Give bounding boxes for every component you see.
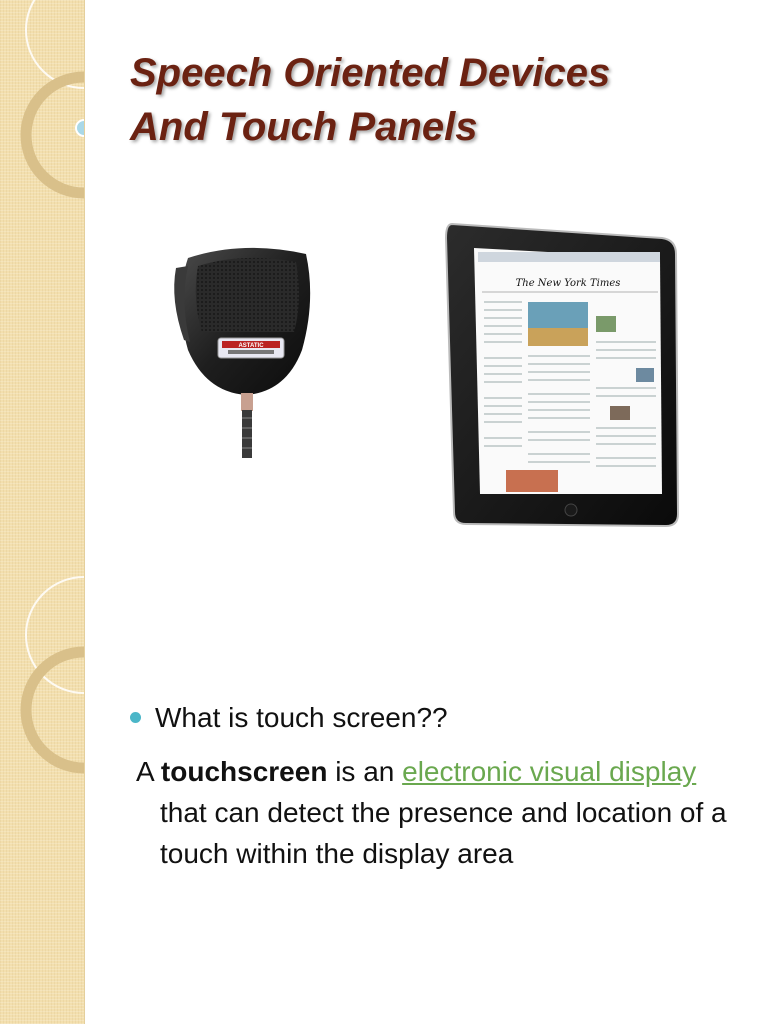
- bullet-item: [130, 702, 448, 734]
- para-mid: is an: [327, 756, 403, 787]
- para-bold-term: touchscreen: [160, 756, 328, 787]
- decorative-circles-top: [0, 0, 84, 200]
- decorative-side-strip: [0, 0, 85, 1024]
- electronic-visual-display-link[interactable]: electronic visual display: [402, 756, 697, 787]
- slide-title: [130, 46, 730, 154]
- mic-brand-label: ASTATIC: [238, 343, 264, 349]
- title-line-1: Speech Oriented Devices: [130, 51, 611, 95]
- definition-paragraph: [136, 751, 750, 874]
- title-line-2: And Touch Panels: [130, 105, 478, 149]
- para-suffix: that can detect the presence and location of a touch within the display area: [160, 797, 727, 869]
- tablet-image: [440, 218, 700, 538]
- tablet-masthead: The New York Times: [515, 278, 621, 289]
- bullet-dot-icon: [130, 712, 141, 723]
- microphone-image: [168, 240, 318, 465]
- para-prefix: A: [136, 756, 161, 787]
- bullet-text: What is touch screen??: [155, 702, 448, 733]
- decorative-circles-bottom: [0, 575, 84, 775]
